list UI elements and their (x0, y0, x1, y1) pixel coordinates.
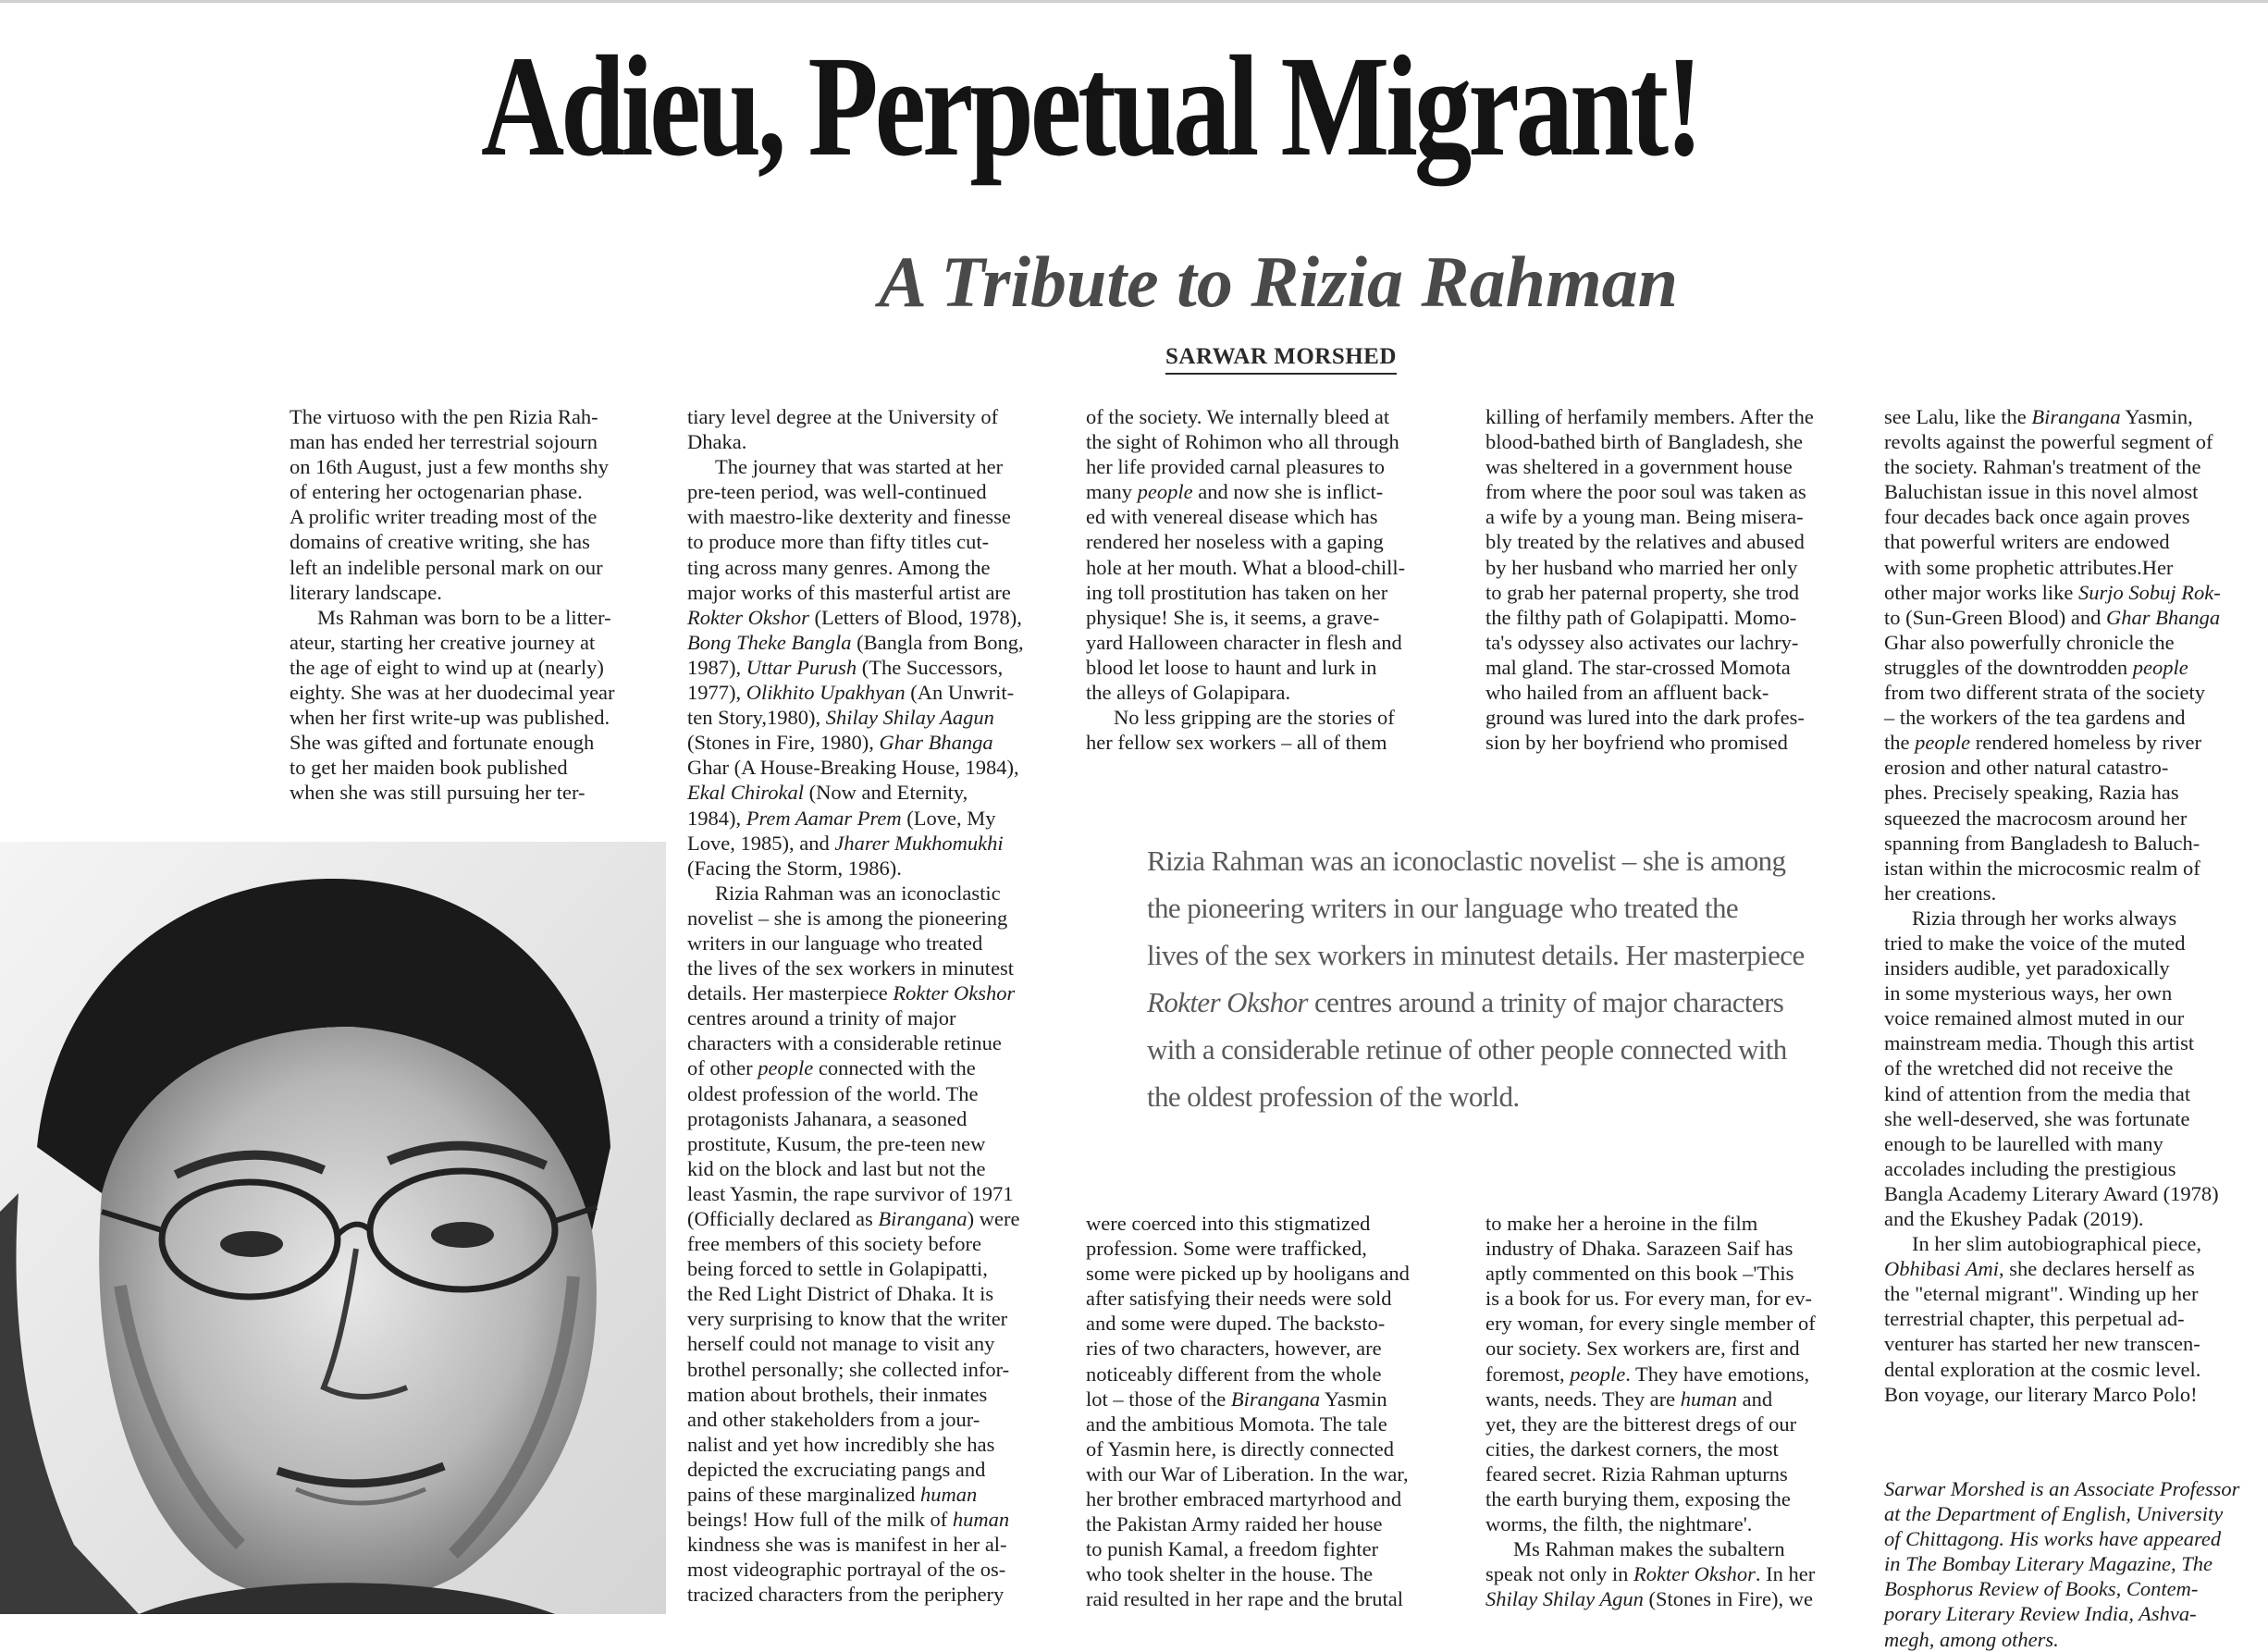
text-line: yet, they are the bitterest dregs of our (1485, 1412, 1797, 1436)
text-line: oldest profession of the world. The (687, 1081, 979, 1105)
text-line: and the ambitious Momota. The tale (1086, 1412, 1387, 1436)
text-line: foremost, people. They have emotions, (1485, 1362, 1810, 1386)
text-line: tracized characters from the periphery (687, 1583, 1005, 1607)
column-4-top (1485, 404, 1857, 755)
text-line: by her husband who married her only (1485, 555, 1798, 579)
text-line: four decades back once again proves (1884, 505, 2190, 529)
text-line: squeezed the macrocosm around her (1884, 806, 2188, 830)
text-line: to (Sun-Green Blood) and Ghar Bhanga (1884, 605, 2221, 629)
text-line: of Yasmin here, is directly connected (1086, 1436, 1395, 1461)
text-line: No less gripping are the stories of (1114, 706, 1395, 730)
text-line: ting across many genres. Among the (687, 555, 991, 579)
text-line: of the society. We internally bleed at (1086, 405, 1390, 428)
text-line: her brother embraced martyrhood and (1086, 1487, 1402, 1511)
pull-quote-line: the oldest profession of the world. (1147, 1080, 1520, 1113)
text-line: (Stones in Fire, 1980), Ghar Bhanga (687, 731, 993, 755)
text-line: istan within the microcosmic realm of (1884, 856, 2200, 880)
text-line: most videographic portrayal of the os- (687, 1558, 1006, 1582)
text-line: a wife by a young man. Being misera- (1485, 505, 1804, 529)
column-3-top (1086, 404, 1458, 755)
text-line: struggles of the downtrodden people (1884, 655, 2188, 679)
text-line: ery woman, for every single member of (1485, 1312, 1816, 1336)
text-line: Ghar (A House-Breaking House, 1984), (687, 756, 1019, 780)
text-line: her creations. (1884, 881, 1997, 905)
text-line: the sight of Rohimon who all through (1086, 430, 1399, 454)
text-line: left an indelible personal mark on our (290, 555, 603, 579)
text-line: brothel personally; she collected infor- (687, 1357, 1010, 1381)
text-line: Bosphorus Review of Books, Contem- (1884, 1577, 2199, 1601)
text-line: after satisfying their needs were sold (1086, 1287, 1392, 1311)
text-line: the earth burying them, exposing the (1485, 1487, 1791, 1511)
text-line: of entering her octogenarian phase. (290, 480, 583, 504)
text-line: nalist and yet how incredibly she has (687, 1432, 995, 1456)
text-line: depicted the excruciating pangs and (687, 1457, 986, 1481)
text-line: She was gifted and fortunate enough (290, 731, 595, 755)
text-line: the filthy path of Golapipatti. Momo- (1485, 605, 1797, 629)
text-line: Sarwar Morshed is an Associate Professor (1884, 1477, 2240, 1500)
text-line: writers in our language who treated (687, 931, 983, 955)
text-line: to grab her paternal property, she trod (1485, 580, 1800, 604)
text-line: mal gland. The star-crossed Momota (1485, 655, 1791, 679)
text-line: ground was lured into the dark profes- (1485, 706, 1805, 730)
text-line: who took shelter in the house. The (1086, 1562, 1374, 1586)
text-line: ten Story,1980), Shilay Shilay Aagun (687, 706, 994, 730)
text-line: protagonists Jahanara, a seasoned (687, 1106, 968, 1130)
text-line: voice remained almost muted in our (1884, 1006, 2185, 1030)
text-line: domains of creative writing, she has (290, 530, 590, 554)
text-line: the people rendered homeless by river (1884, 731, 2202, 755)
portrait-illustration (0, 842, 666, 1614)
text-line: blood let loose to haunt and lurk in (1086, 655, 1377, 679)
text-line: Love, 1985), and Jharer Mukhomukhi (687, 831, 1004, 855)
text-line: feared secret. Rizia Rahman upturns (1485, 1461, 1788, 1486)
text-line: ateur, starting her creative journey at (290, 630, 596, 654)
text-line: kind of attention from the media that (1884, 1081, 2191, 1105)
author-bio (1884, 1476, 2256, 1652)
text-line: worms, the filth, the nightmare'. (1485, 1512, 1753, 1536)
pull-quote (1147, 837, 1850, 1120)
text-line: the Red Light District of Dhaka. It is (687, 1282, 994, 1306)
text-line: Rokter Okshor (Letters of Blood, 1978), (687, 605, 1022, 629)
text-line: pains of these marginalized human (687, 1483, 978, 1507)
text-line: physique! She is, it seems, a grave- (1086, 605, 1380, 629)
text-line: kid on the block and last but not the (687, 1156, 986, 1180)
text-line: with some prophetic attributes.Her (1884, 555, 2174, 579)
text-line: Baluchistan issue in this novel almost (1884, 480, 2199, 504)
text-line: in some mysterious ways, her own (1884, 981, 2173, 1005)
text-line: Bangla Academy Literary Award (1978) (1884, 1181, 2219, 1205)
subheadline: A Tribute to Rizia Rahman (879, 241, 1679, 322)
text-line: Ekal Chirokal (Now and Eternity, (687, 781, 968, 805)
text-line: her life provided carnal pleasures to (1086, 455, 1385, 479)
text-line: mainstream media. Though this artist (1884, 1031, 2195, 1055)
text-line: many people and now she is inflict- (1086, 480, 1384, 504)
text-line: megh, among others. (1884, 1627, 2059, 1651)
text-line: some were picked up by hooligans and (1086, 1262, 1410, 1286)
text-line: ta's odyssey also activates our lachry- (1485, 630, 1799, 654)
column-1 (290, 404, 661, 806)
text-line: in The Bombay Literary Magazine, The (1884, 1552, 2213, 1576)
column-2 (687, 404, 1059, 1608)
text-line: aptly commented on this book –'This (1485, 1262, 1794, 1286)
text-line: wants, needs. They are human and (1485, 1387, 1773, 1411)
byline: SARWAR MORSHED (1165, 344, 1397, 375)
text-line: Rizia through her works always (1912, 906, 2177, 930)
text-line: The journey that was started at her (715, 455, 1004, 479)
text-line: killing of herfamily members. After the (1485, 405, 1814, 428)
text-line: her fellow sex workers – all of them (1086, 731, 1387, 755)
text-line: sion by her boyfriend who promised (1485, 731, 1788, 755)
text-line: industry of Dhaka. Sarazeen Saif has (1485, 1237, 1793, 1261)
text-line: characters with a considerable retinue (687, 1031, 1002, 1055)
text-line: Bong Theke Bangla (Bangla from Bong, (687, 630, 1024, 654)
text-line: revolts against the powerful segment of (1884, 430, 2213, 454)
text-line: Ms Rahman was born to be a litter- (317, 605, 611, 629)
text-line: when she was still pursuing her ter- (290, 781, 585, 805)
text-line: other major works like Surjo Sobuj Rok- (1884, 580, 2221, 604)
text-line: porary Literary Review India, Ashva- (1884, 1602, 2197, 1626)
text-line: venturer has started her new transcen- (1884, 1332, 2200, 1356)
text-line: bly treated by the relatives and abused (1485, 530, 1805, 554)
text-line: least Yasmin, the rape survivor of 1971 (687, 1181, 1014, 1205)
text-line: see Lalu, like the Birangana Yasmin, (1884, 405, 2193, 428)
text-line: rendered her noseless with a gaping (1086, 530, 1384, 554)
text-line: Obhibasi Ami, she declares herself as (1884, 1257, 2195, 1281)
text-line: the age of eight to wind up at (nearly) (290, 655, 604, 679)
text-line: when her first write-up was published. (290, 706, 610, 730)
text-line: accolades including the prestigious (1884, 1156, 2176, 1180)
text-line: 1984), Prem Aamar Prem (Love, My (687, 806, 996, 830)
text-line: lot – those of the Birangana Yasmin (1086, 1387, 1387, 1411)
text-line: being forced to settle in Golapipatti, (687, 1257, 988, 1281)
text-line: our society. Sex workers are, first and (1485, 1337, 1800, 1361)
text-line: and some were duped. The backsto- (1086, 1312, 1386, 1336)
text-line: to produce more than fifty titles cut- (687, 530, 990, 554)
text-line: raid resulted in her rape and the brutal (1086, 1587, 1403, 1611)
pull-quote-line: lives of the sex workers in minutest details. Her masterpiece (1147, 939, 1805, 971)
text-line: man has ended her terrestrial sojourn (290, 430, 598, 454)
text-line: Bon voyage, our literary Marco Polo! (1884, 1382, 2198, 1406)
text-line: centres around a trinity of major (687, 1006, 956, 1030)
text-line: insiders audible, yet paradoxically (1884, 956, 2170, 980)
text-line: (Facing the Storm, 1986). (687, 856, 902, 880)
text-line: spanning from Bangladesh to Baluch- (1884, 831, 2200, 855)
text-line: beings! How full of the milk of human (687, 1508, 1010, 1532)
headline: Adieu, Perpetual Migrant! (481, 26, 1700, 186)
text-line: at the Department of English, University (1884, 1502, 2224, 1526)
text-line: with our War of Liberation. In the war, (1086, 1461, 1409, 1486)
text-line: details. Her masterpiece Rokter Okshor (687, 981, 1016, 1005)
text-line: tried to make the voice of the muted (1884, 931, 2186, 955)
text-line: enough to be laurelled with many (1884, 1131, 2163, 1155)
text-line: is a book for us. For every man, for ev- (1485, 1287, 1813, 1311)
text-line: she well-deserved, she was fortunate (1884, 1106, 2190, 1130)
text-line: from where the poor soul was taken as (1485, 480, 1806, 504)
text-line: the society. Rahman's treatment of the (1884, 455, 2201, 479)
text-line: and other stakeholders from a jour- (687, 1407, 980, 1431)
text-line: to get her maiden book published (290, 756, 568, 780)
text-line: ed with venereal disease which has (1086, 505, 1378, 529)
text-line: the Pakistan Army raided her house (1086, 1512, 1383, 1536)
text-line: dental exploration at the cosmic level. (1884, 1357, 2201, 1381)
text-line: kindness she was is manifest in her al- (687, 1533, 1007, 1557)
column-4-bottom (1485, 1211, 1857, 1612)
text-line: of the wretched did not receive the (1884, 1056, 2174, 1080)
text-line: The virtuoso with the pen Rizia Rah- (290, 405, 598, 428)
text-line: 1977), Olikhito Upakhyan (An Unwrit- (687, 681, 1015, 705)
text-line: cities, the darkest corners, the most (1485, 1436, 1779, 1461)
text-line: yard Halloween character in flesh and (1086, 630, 1402, 654)
text-line: free members of this society before (687, 1232, 981, 1256)
text-line: the "eternal migrant". Winding up her (1884, 1282, 2199, 1306)
text-line: the lives of the sex workers in minutest (687, 956, 1015, 980)
text-line: profession. Some were trafficked, (1086, 1237, 1367, 1261)
text-line: to punish Kamal, a freedom fighter (1086, 1537, 1379, 1561)
text-line: – the workers of the tea gardens and (1884, 706, 2186, 730)
column-5 (1884, 404, 2256, 1407)
text-line: were coerced into this stigmatized (1086, 1212, 1371, 1235)
text-line: erosion and other natural catastro- (1884, 756, 2169, 780)
text-line: very surprising to know that the writer (687, 1307, 1008, 1331)
text-line: Dhaka. (687, 430, 747, 454)
text-line: novelist – she is among the pioneering (687, 906, 1008, 930)
text-line: ries of two characters, however, are (1086, 1337, 1382, 1361)
pull-quote-line: Rizia Rahman was an iconoclastic novelist – she is among (1147, 844, 1786, 877)
text-line: speak not only in Rokter Okshor. In her (1485, 1562, 1816, 1586)
text-line: to make her a heroine in the film (1485, 1212, 1758, 1235)
text-line: of Chittagong. His works have appeared (1884, 1527, 2222, 1551)
text-line: Ms Rahman makes the subaltern (1513, 1537, 1785, 1561)
text-line: the alleys of Golapipara. (1086, 681, 1291, 705)
text-line: who hailed from an affluent back- (1485, 681, 1769, 705)
text-line: and the Ekushey Padak (2019). (1884, 1207, 2144, 1230)
pull-quote-line: with a considerable retinue of other people connected with (1147, 1033, 1787, 1066)
text-line: of other people connected with the (687, 1056, 976, 1080)
column-3-bottom (1086, 1211, 1458, 1612)
text-line: Shilay Shilay Agun (Stones in Fire), we (1485, 1587, 1813, 1611)
text-line: that powerful writers are endowed (1884, 530, 2170, 554)
text-line: (Officially declared as Birangana) were (687, 1207, 1020, 1230)
text-line: terrestrial chapter, this perpetual ad- (1884, 1307, 2185, 1331)
text-line: noticeably different from the whole (1086, 1362, 1382, 1386)
pull-quote-line: Rokter Okshor centres around a trinity of major characters (1147, 986, 1784, 1018)
text-line: literary landscape. (290, 580, 442, 604)
text-line: eighty. She was at her duodecimal year (290, 681, 615, 705)
text-line: hole at her mouth. What a blood-chill- (1086, 555, 1406, 579)
text-line: from two different strata of the society (1884, 681, 2205, 705)
text-line: 1987), Uttar Purush (The Successors, (687, 655, 1004, 679)
text-line: Ghar also powerfully chronicle the (1884, 630, 2175, 654)
text-line: prostitute, Kusum, the pre-teen new (687, 1131, 986, 1155)
text-line: Rizia Rahman was an iconoclastic (715, 881, 1001, 905)
top-rule (0, 0, 2268, 3)
text-line: phes. Precisely speaking, Razia has (1884, 781, 2179, 805)
text-line: on 16th August, just a few months shy (290, 455, 610, 479)
text-line: herself could not manage to visit any (687, 1332, 995, 1356)
text-line: A prolific writer treading most of the (290, 505, 598, 529)
text-line: ing toll prostitution has taken on her (1086, 580, 1388, 604)
text-line: tiary level degree at the University of (687, 405, 999, 428)
pull-quote-line: the pioneering writers in our language who treated the (1147, 892, 1739, 924)
text-line: major works of this masterful artist are (687, 580, 1011, 604)
text-line: mation about brothels, their inmates (687, 1382, 988, 1406)
text-line: blood-bathed birth of Bangladesh, she (1485, 430, 1804, 454)
text-line: was sheltered in a government house (1485, 455, 1793, 479)
text-line: pre-teen period, was well-continued (687, 480, 987, 504)
text-line: with maestro-like dexterity and finesse (687, 505, 1011, 529)
text-line: In her slim autobiographical piece, (1912, 1232, 2202, 1256)
